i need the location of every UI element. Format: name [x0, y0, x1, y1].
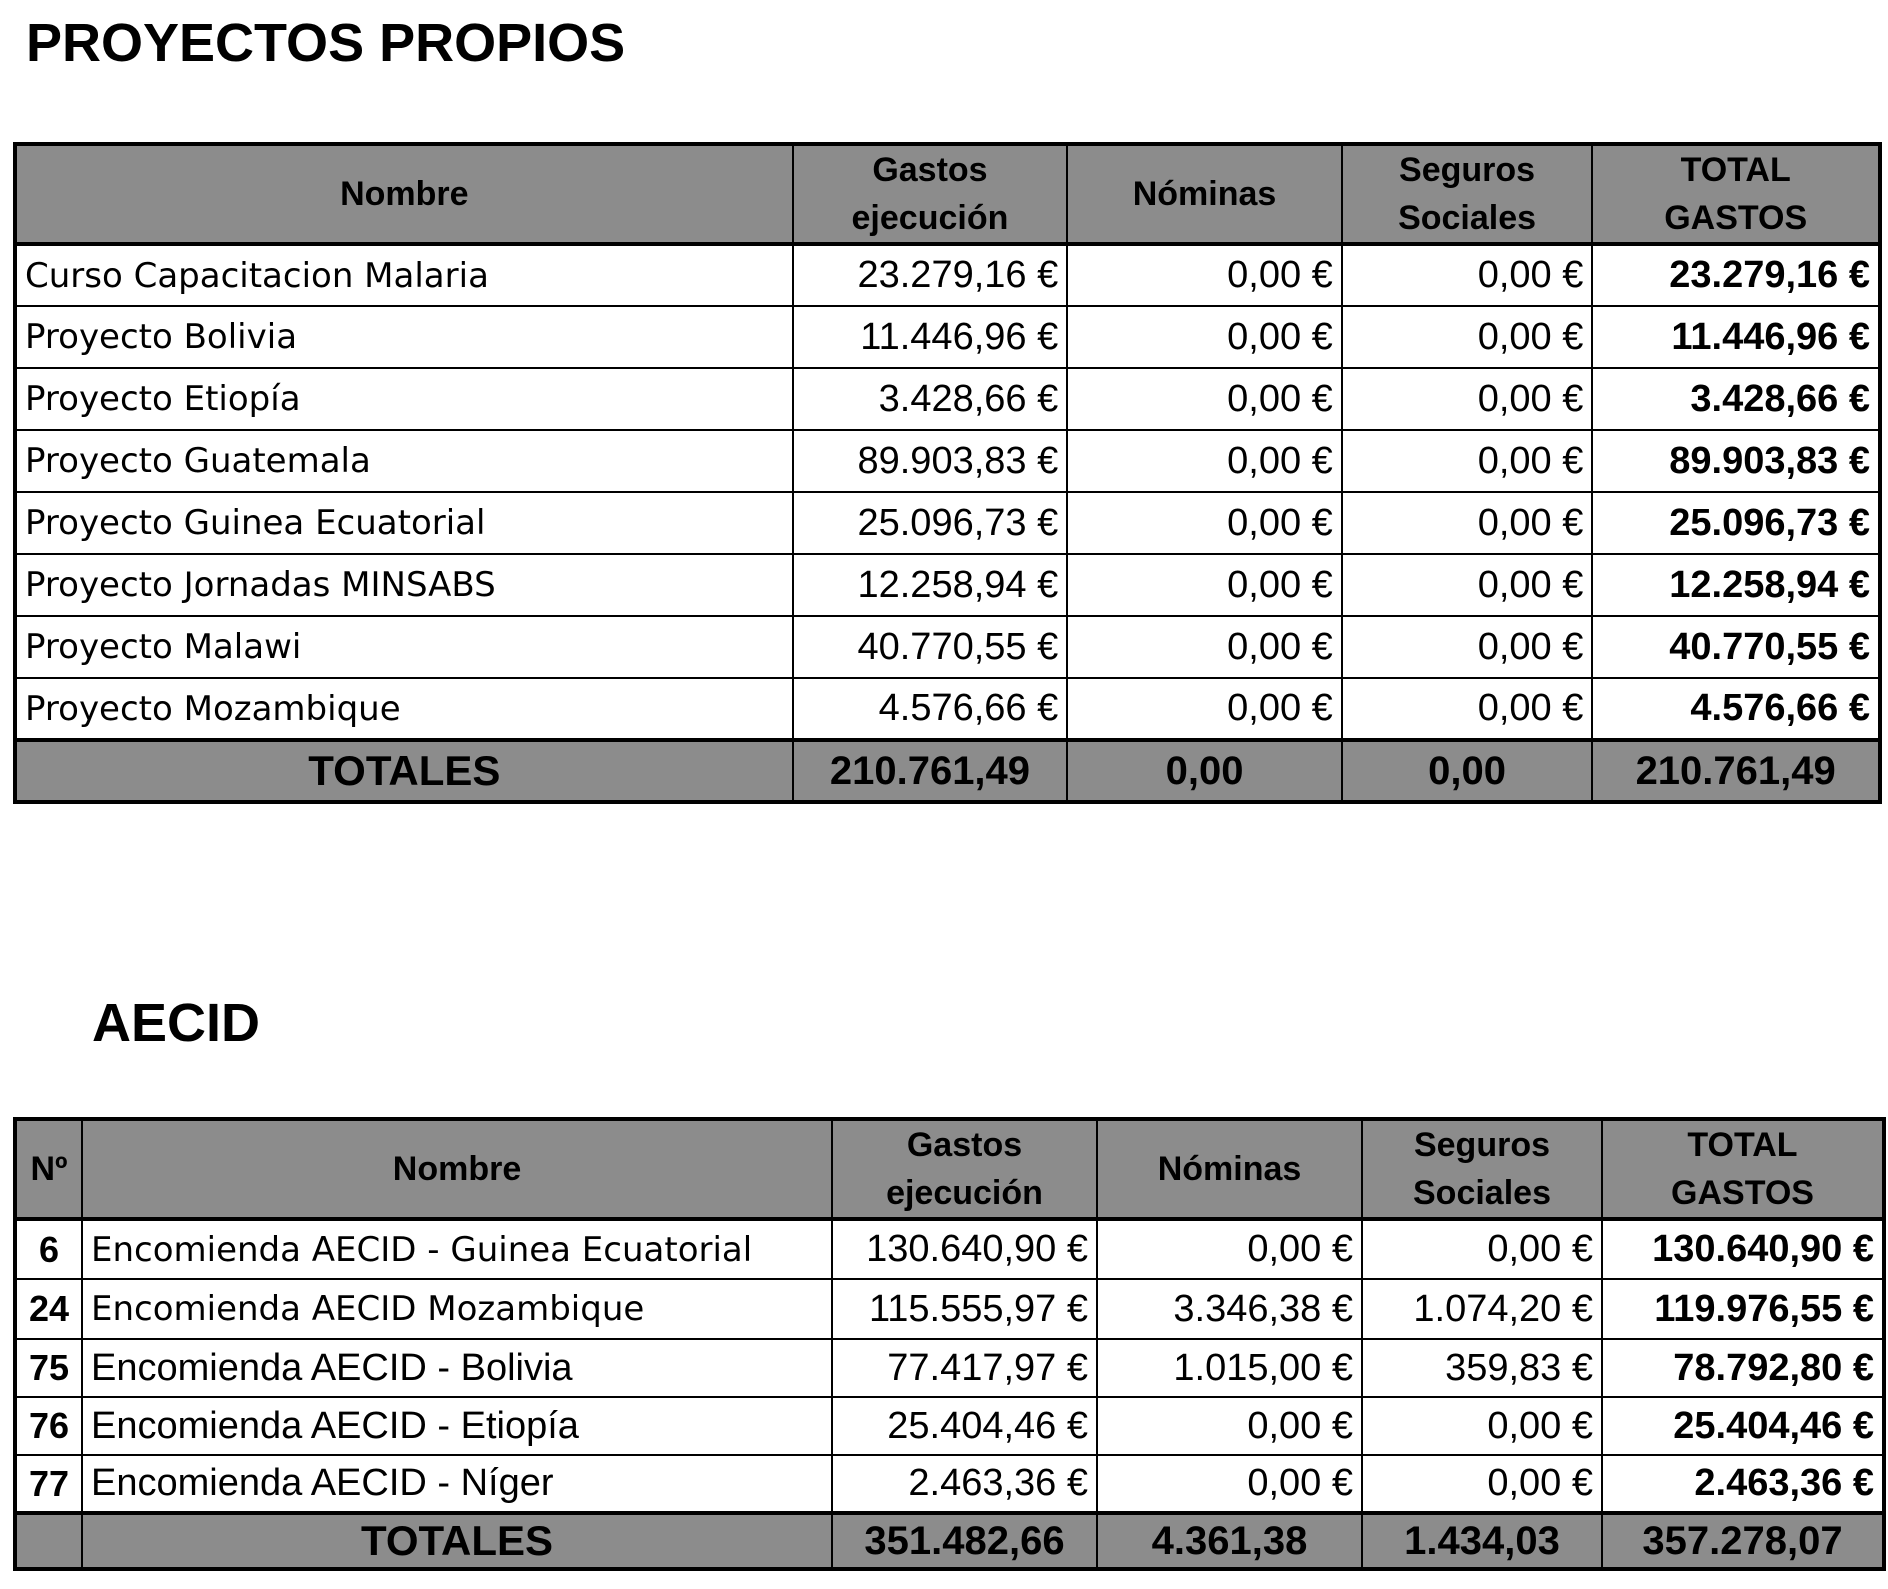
- totals-seguros: 1.434,03: [1362, 1513, 1602, 1569]
- cell-nombre: Curso Capacitacion Malaria: [15, 244, 793, 306]
- cell-seguros: 0,00 €: [1342, 678, 1593, 740]
- cell-gastos: 40.770,55 €: [793, 616, 1068, 678]
- cell-gastos: 77.417,97 €: [832, 1339, 1097, 1397]
- cell-nominas: 1.015,00 €: [1097, 1339, 1362, 1397]
- cell-total: 119.976,55 €: [1602, 1279, 1884, 1339]
- cell-gastos: 89.903,83 €: [793, 430, 1068, 492]
- cell-total: 40.770,55 €: [1592, 616, 1880, 678]
- cell-nominas: 0,00 €: [1067, 554, 1342, 616]
- cell-gastos: 25.096,73 €: [793, 492, 1068, 554]
- totals-total: 357.278,07: [1602, 1513, 1884, 1569]
- table-row: [15, 244, 1880, 306]
- cell-seguros: 359,83 €: [1362, 1339, 1602, 1397]
- totals-label: TOTALES: [15, 740, 793, 802]
- cell-nominas: 0,00 €: [1097, 1219, 1362, 1279]
- cell-seguros: 0,00 €: [1342, 244, 1593, 306]
- cell-seguros: 1.074,20 €: [1362, 1279, 1602, 1339]
- table-row: [15, 368, 1880, 430]
- cell-gastos: 130.640,90 €: [832, 1219, 1097, 1279]
- cell-gastos: 4.576,66 €: [793, 678, 1068, 740]
- header-nombre: Nombre: [15, 144, 793, 244]
- cell-nombre: Encomienda AECID Mozambique: [82, 1279, 832, 1339]
- cell-nominas: 0,00 €: [1067, 430, 1342, 492]
- table-header-row: [15, 144, 1880, 244]
- aecid-title: AECID: [92, 993, 261, 1053]
- totals-numero-empty: [15, 1513, 82, 1569]
- table-row: [15, 1397, 1884, 1455]
- cell-nominas: 0,00 €: [1067, 678, 1342, 740]
- cell-total: 25.404,46 €: [1602, 1397, 1884, 1455]
- cell-total: 130.640,90 €: [1602, 1219, 1884, 1279]
- cell-seguros: 0,00 €: [1362, 1455, 1602, 1513]
- header-seguros-sociales: Seguros Sociales: [1342, 144, 1593, 244]
- cell-gastos: 12.258,94 €: [793, 554, 1068, 616]
- cell-seguros: 0,00 €: [1342, 616, 1593, 678]
- totals-gastos: 210.761,49: [793, 740, 1068, 802]
- totals-row: [15, 1513, 1884, 1569]
- proyectos-propios-table: [13, 142, 1882, 804]
- cell-nombre: Proyecto Jornadas MINSABS: [15, 554, 793, 616]
- cell-seguros: 0,00 €: [1362, 1397, 1602, 1455]
- cell-nombre: Proyecto Etiopía: [15, 368, 793, 430]
- totals-row: [15, 740, 1880, 802]
- table-row: [15, 616, 1880, 678]
- cell-nominas: 0,00 €: [1097, 1397, 1362, 1455]
- cell-gastos: 2.463,36 €: [832, 1455, 1097, 1513]
- table-row: [15, 430, 1880, 492]
- cell-total: 2.463,36 €: [1602, 1455, 1884, 1513]
- cell-numero: 6: [15, 1219, 82, 1279]
- table-row: [15, 1339, 1884, 1397]
- header-total-gastos: TOTAL GASTOS: [1602, 1119, 1884, 1219]
- cell-total: 12.258,94 €: [1592, 554, 1880, 616]
- cell-nominas: 0,00 €: [1067, 244, 1342, 306]
- cell-nominas: 0,00 €: [1067, 368, 1342, 430]
- header-gastos-ejecucion: Gastos ejecución: [832, 1119, 1097, 1219]
- cell-nominas: 0,00 €: [1097, 1455, 1362, 1513]
- cell-total: 4.576,66 €: [1592, 678, 1880, 740]
- cell-nominas: 0,00 €: [1067, 616, 1342, 678]
- cell-nombre: Encomienda AECID - Níger: [82, 1455, 832, 1513]
- cell-seguros: 0,00 €: [1362, 1219, 1602, 1279]
- cell-nominas: 0,00 €: [1067, 306, 1342, 368]
- cell-nombre: Proyecto Guinea Ecuatorial: [15, 492, 793, 554]
- table-row: [15, 306, 1880, 368]
- cell-nombre: Encomienda AECID - Etiopía: [82, 1397, 832, 1455]
- cell-nominas: 3.346,38 €: [1097, 1279, 1362, 1339]
- header-nominas: Nóminas: [1067, 144, 1342, 244]
- proyectos-propios-title: PROYECTOS PROPIOS: [26, 13, 626, 73]
- header-total-gastos: TOTAL GASTOS: [1592, 144, 1880, 244]
- header-seguros-sociales: Seguros Sociales: [1362, 1119, 1602, 1219]
- header-nombre: Nombre: [82, 1119, 832, 1219]
- cell-gastos: 3.428,66 €: [793, 368, 1068, 430]
- totals-nominas: 4.361,38: [1097, 1513, 1362, 1569]
- cell-numero: 75: [15, 1339, 82, 1397]
- cell-nombre: Proyecto Mozambique: [15, 678, 793, 740]
- cell-gastos: 23.279,16 €: [793, 244, 1068, 306]
- table-row: [15, 1455, 1884, 1513]
- cell-nominas: 0,00 €: [1067, 492, 1342, 554]
- totals-gastos: 351.482,66: [832, 1513, 1097, 1569]
- cell-total: 3.428,66 €: [1592, 368, 1880, 430]
- cell-nombre: Proyecto Bolivia: [15, 306, 793, 368]
- cell-total: 23.279,16 €: [1592, 244, 1880, 306]
- cell-numero: 24: [15, 1279, 82, 1339]
- cell-numero: 76: [15, 1397, 82, 1455]
- header-numero: Nº: [15, 1119, 82, 1219]
- cell-nombre: Encomienda AECID - Guinea Ecuatorial: [82, 1219, 832, 1279]
- table-row: [15, 678, 1880, 740]
- cell-gastos: 25.404,46 €: [832, 1397, 1097, 1455]
- table-row: [15, 554, 1880, 616]
- totals-seguros: 0,00: [1342, 740, 1593, 802]
- table-row: [15, 1279, 1884, 1339]
- cell-seguros: 0,00 €: [1342, 492, 1593, 554]
- cell-numero: 77: [15, 1455, 82, 1513]
- table-row: [15, 1219, 1884, 1279]
- aecid-table: [13, 1117, 1886, 1571]
- totals-nominas: 0,00: [1067, 740, 1342, 802]
- cell-seguros: 0,00 €: [1342, 554, 1593, 616]
- header-gastos-ejecucion: Gastos ejecución: [793, 144, 1068, 244]
- cell-total: 89.903,83 €: [1592, 430, 1880, 492]
- header-nominas: Nóminas: [1097, 1119, 1362, 1219]
- cell-seguros: 0,00 €: [1342, 430, 1593, 492]
- cell-seguros: 0,00 €: [1342, 306, 1593, 368]
- cell-nombre: Proyecto Malawi: [15, 616, 793, 678]
- totals-total: 210.761,49: [1592, 740, 1880, 802]
- cell-gastos: 11.446,96 €: [793, 306, 1068, 368]
- totals-label: TOTALES: [82, 1513, 832, 1569]
- table-row: [15, 492, 1880, 554]
- cell-nombre: Proyecto Guatemala: [15, 430, 793, 492]
- cell-nombre: Encomienda AECID - Bolivia: [82, 1339, 832, 1397]
- cell-total: 78.792,80 €: [1602, 1339, 1884, 1397]
- cell-gastos: 115.555,97 €: [832, 1279, 1097, 1339]
- cell-total: 25.096,73 €: [1592, 492, 1880, 554]
- cell-total: 11.446,96 €: [1592, 306, 1880, 368]
- table-header-row: [15, 1119, 1884, 1219]
- cell-seguros: 0,00 €: [1342, 368, 1593, 430]
